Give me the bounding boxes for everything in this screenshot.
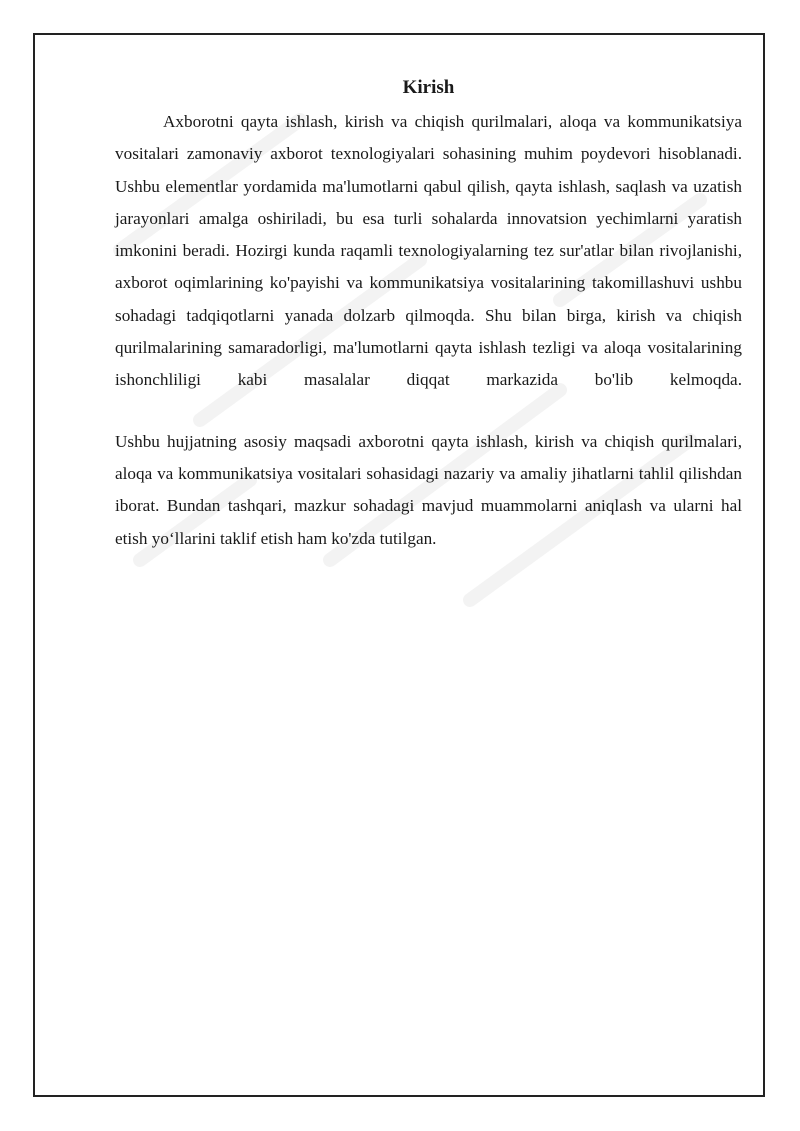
document-body xyxy=(115,76,742,555)
intro-paragraph-2: Ushbu hujjatning asosiy maqsadi axborotni qayta ishlash, kirish va chiqish qurilmalari, aloqa va kommunikatsiya vositalari sohasidagi nazariy va amaliy jihatlarni tahlil qilishdan iborat. Bundan tashqari, mazkur sohadagi mavjud muammolarni aniqlash va ularni hal etish yo‘llarini taklif etish ham ko'zda tutilgan. xyxy=(115,431,742,548)
intro-paragraph-1: Axborotni qayta ishlash, kirish va chiqish qurilmalari, aloqa va kommunikatsiya vositalari zamonaviy axborot texnologiyalari sohasining muhim poydevori hisoblanadi. Ushbu elementlar yordamida ma'lumotlarni qabul qilish, qayta ishlash, saqlash va uzatish jarayonlari amalga oshiriladi, bu esa turli sohalarda innovatsion yechimlarni yaratish imkonini beradi. Hozirgi kunda raqamli texnologiyalarning tez sur'atlar bilan rivojlanishi, axborot oqimlarining ko'payishi va kommunikatsiya vositalarining takomillashuvi ushbu sohadagi tadqiqotlarni yanada dolzarb qilmoqda. Shu bilan birga, kirish va chiqish qurilmalarining samaradorligi, ma'lumotlarni qayta ishlash tezligi va aloqa vositalarining ishonchliligi kabi masalalar diqqat markazida bo'lib kelmoqda. xyxy=(115,112,742,390)
document-title: Kirish xyxy=(402,77,455,98)
